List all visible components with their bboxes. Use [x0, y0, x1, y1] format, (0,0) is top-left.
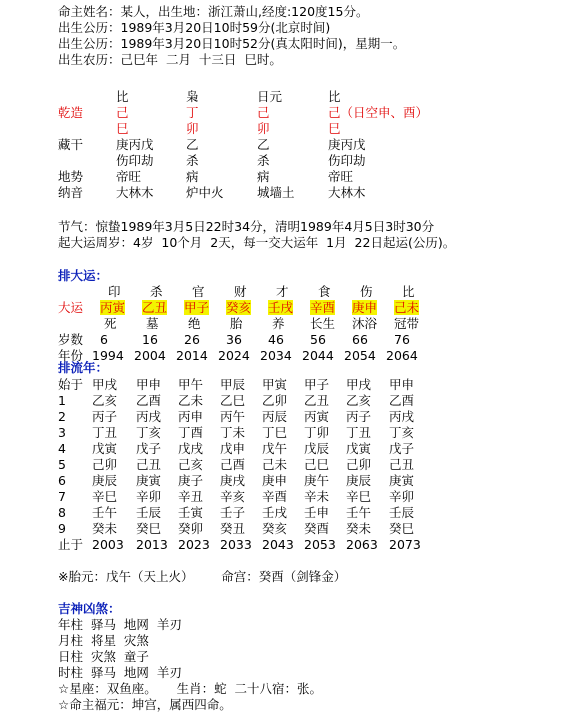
pillar-nayin-cell: 大林木 — [328, 185, 366, 200]
dayun-age: 36 — [226, 332, 242, 347]
dayun-year: 2034 — [260, 348, 292, 363]
liunian-cell: 己卯 — [346, 457, 372, 472]
pillar-row-label: 乾造 — [58, 105, 84, 120]
dayun-ganzhi: 甲子 — [184, 300, 210, 315]
header-line-beijing-time: 出生公历：1989年3月20日10时59分(北京时间) — [58, 20, 331, 35]
dayun-age: 26 — [184, 332, 200, 347]
fuyuan-line: ☆命主福元：坤宫，属西四命。 — [58, 697, 232, 712]
liunian-cell: 辛未 — [304, 489, 330, 504]
liunian-cell: 丙戌 — [136, 409, 162, 424]
pillar-canggan-cell: 庚丙戊 — [328, 137, 366, 152]
dayun-age: 56 — [310, 332, 326, 347]
liunian-cell: 乙酉 — [136, 393, 162, 408]
liunian-cell: 丁丑 — [92, 425, 118, 440]
dayun-year-label: 年份 — [58, 348, 84, 363]
liunian-cell: 壬午 — [346, 505, 372, 520]
dayun-state: 沐浴 — [352, 316, 378, 331]
liunian-cell: 戊戌 — [178, 441, 204, 456]
pillar-zhi-cell: 卯 — [186, 121, 199, 136]
dayun-ganzhi: 丙寅 — [100, 300, 126, 315]
qiyun-line: 起大运周岁：4岁 10个月 2天，每一交大运年 1月 22日起运(公历)。 — [58, 235, 456, 250]
liunian-cell: 甲寅 — [262, 377, 288, 392]
pillar-top-cell: 日元 — [257, 89, 283, 104]
liunian-cell: 壬辰 — [136, 505, 162, 520]
liunian-cell: 癸酉 — [304, 521, 330, 536]
liunian-cell: 甲戌 — [346, 377, 372, 392]
pillar-gan-cell: 己（日空申、酉） — [328, 105, 429, 120]
pillar-nayin-cell: 炉中火 — [186, 185, 224, 200]
liunian-cell: 乙卯 — [262, 393, 288, 408]
liunian-cell: 己酉 — [220, 457, 246, 472]
liunian-cell: 丙寅 — [304, 409, 330, 424]
liunian-cell: 乙酉 — [389, 393, 415, 408]
liunian-cell: 甲午 — [178, 377, 204, 392]
dayun-shishen: 官 — [192, 284, 205, 299]
pillar-zhi-cell: 巳 — [116, 121, 129, 136]
liunian-cell: 己巳 — [304, 457, 330, 472]
liunian-row-label: 6 — [58, 473, 66, 488]
liunian-cell: 己丑 — [389, 457, 415, 472]
liunian-cell: 2073 — [389, 537, 421, 552]
dayun-ganzhi: 己未 — [394, 300, 420, 315]
dayun-title: 排大运： — [58, 268, 109, 283]
liunian-cell: 2023 — [178, 537, 210, 552]
liunian-cell: 壬午 — [92, 505, 118, 520]
liunian-cell: 庚子 — [178, 473, 204, 488]
pillar-canggan-cell: 乙 — [186, 137, 199, 152]
pillar-dishi-cell: 帝旺 — [328, 169, 354, 184]
liunian-cell: 庚午 — [304, 473, 330, 488]
liunian-cell: 壬辰 — [389, 505, 415, 520]
dayun-label: 大运 — [58, 300, 84, 315]
liunian-cell: 癸未 — [346, 521, 372, 536]
liunian-cell: 乙巳 — [220, 393, 246, 408]
liunian-cell: 壬子 — [220, 505, 246, 520]
pillar-row-label: 藏干 — [58, 137, 84, 152]
dayun-year: 2044 — [302, 348, 334, 363]
dayun-ganzhi: 乙丑 — [142, 300, 168, 315]
pillar-zhi-cell: 卯 — [257, 121, 270, 136]
dayun-year: 2014 — [176, 348, 208, 363]
liunian-cell: 乙亥 — [346, 393, 372, 408]
liunian-cell: 己未 — [262, 457, 288, 472]
dayun-age: 76 — [394, 332, 410, 347]
liunian-cell: 甲子 — [304, 377, 330, 392]
liunian-cell: 癸卯 — [178, 521, 204, 536]
dayun-shishen: 伤 — [360, 284, 373, 299]
liunian-title: 排流年： — [58, 360, 109, 375]
liunian-cell: 辛亥 — [220, 489, 246, 504]
liunian-cell: 辛卯 — [389, 489, 415, 504]
dayun-year: 1994 — [92, 348, 124, 363]
dayun-year: 2064 — [386, 348, 418, 363]
liunian-cell: 丙子 — [92, 409, 118, 424]
pillar-gan-cell: 己 — [257, 105, 270, 120]
liunian-row-label: 5 — [58, 457, 66, 472]
liunian-cell: 甲戌 — [92, 377, 118, 392]
liunian-cell: 己亥 — [178, 457, 204, 472]
pillar-dishi-cell: 病 — [186, 169, 199, 184]
pillar-top-cell: 比 — [328, 89, 341, 104]
shensha-line: 时柱 驿马 地网 羊刃 — [58, 665, 182, 680]
pillar-zhi-cell: 巳 — [328, 121, 341, 136]
dayun-shishen: 才 — [276, 284, 289, 299]
liunian-cell: 庚寅 — [136, 473, 162, 488]
liunian-cell: 2043 — [262, 537, 294, 552]
dayun-age: 46 — [268, 332, 284, 347]
header-line-lunar: 出生农历：己巳年 二月 十三日 巳时。 — [58, 52, 282, 67]
liunian-cell: 壬戌 — [262, 505, 288, 520]
pillar-top-cell: 比 — [116, 89, 129, 104]
pillar-dishi-cell: 病 — [257, 169, 270, 184]
liunian-cell: 丁未 — [220, 425, 246, 440]
dayun-ganzhi: 壬戌 — [268, 300, 294, 315]
dayun-year: 2004 — [134, 348, 166, 363]
dayun-state: 冠带 — [394, 316, 420, 331]
dayun-age: 66 — [352, 332, 368, 347]
liunian-cell: 戊子 — [136, 441, 162, 456]
liunian-row-label: 3 — [58, 425, 66, 440]
pillar-row-label: 纳音 — [58, 185, 84, 200]
liunian-cell: 2013 — [136, 537, 168, 552]
shensha-line: 日柱 灾煞 童子 — [58, 649, 149, 664]
pillar-canggan-cell: 乙 — [257, 137, 270, 152]
liunian-cell: 戊寅 — [92, 441, 118, 456]
liunian-cell: 戊申 — [220, 441, 246, 456]
dayun-shishen: 比 — [402, 284, 415, 299]
liunian-cell: 戊午 — [262, 441, 288, 456]
liunian-cell: 甲申 — [136, 377, 162, 392]
liunian-row-label: 7 — [58, 489, 66, 504]
pillar-top-cell: 枭 — [186, 89, 199, 104]
liunian-cell: 丙子 — [346, 409, 372, 424]
liunian-cell: 己丑 — [136, 457, 162, 472]
liunian-row-label: 9 — [58, 521, 66, 536]
dayun-state: 死 — [104, 316, 117, 331]
liunian-cell: 甲申 — [389, 377, 415, 392]
pillar-canggan_shen-cell: 杀 — [186, 153, 199, 168]
dayun-state: 长生 — [310, 316, 336, 331]
dayun-ganzhi: 庚申 — [352, 300, 378, 315]
liunian-cell: 癸巳 — [136, 521, 162, 536]
dayun-ganzhi: 癸亥 — [226, 300, 252, 315]
pillar-gan-cell: 丁 — [186, 105, 199, 120]
pillar-nayin-cell: 城墙土 — [257, 185, 295, 200]
liunian-cell: 丁酉 — [178, 425, 204, 440]
liunian-cell: 丙戌 — [389, 409, 415, 424]
pillar-dishi-cell: 帝旺 — [116, 169, 142, 184]
liunian-row-label: 2 — [58, 409, 66, 424]
header-line-name: 命主姓名：某人，出生地：浙江萧山,经度:120度15分。 — [58, 4, 369, 19]
liunian-cell: 辛卯 — [136, 489, 162, 504]
liunian-cell: 壬申 — [304, 505, 330, 520]
liunian-cell: 辛巳 — [92, 489, 118, 504]
liunian-cell: 庚戌 — [220, 473, 246, 488]
pillar-nayin-cell: 大林木 — [116, 185, 154, 200]
liunian-cell: 辛丑 — [178, 489, 204, 504]
liunian-cell: 丁亥 — [389, 425, 415, 440]
liunian-cell: 癸丑 — [220, 521, 246, 536]
liunian-cell: 甲辰 — [220, 377, 246, 392]
liunian-cell: 庚辰 — [92, 473, 118, 488]
pillar-gan-cell: 己 — [116, 105, 129, 120]
pillar-row-label: 地势 — [58, 169, 84, 184]
liunian-cell: 2063 — [346, 537, 378, 552]
liunian-cell: 癸未 — [92, 521, 118, 536]
liunian-cell: 2053 — [304, 537, 336, 552]
dayun-state: 养 — [272, 316, 285, 331]
dayun-year: 2024 — [218, 348, 250, 363]
liunian-cell: 己卯 — [92, 457, 118, 472]
liunian-cell: 戊寅 — [346, 441, 372, 456]
dayun-shishen: 食 — [318, 284, 331, 299]
liunian-cell: 乙亥 — [92, 393, 118, 408]
liunian-row-label: 8 — [58, 505, 66, 520]
header-line-solar-time: 出生公历：1989年3月20日10时52分(真太阳时间)，星期一。 — [58, 36, 406, 51]
liunian-row-label: 4 — [58, 441, 66, 456]
shensha-title: 吉神凶煞： — [58, 601, 121, 616]
dayun-shishen: 财 — [234, 284, 247, 299]
liunian-cell: 2003 — [92, 537, 124, 552]
dayun-age-label: 岁数 — [58, 332, 84, 347]
jieqi-line: 节气：惊蛰1989年3月5日22时34分，清明1989年4月5日3时30分 — [58, 219, 435, 234]
liunian-cell: 乙未 — [178, 393, 204, 408]
liunian-cell: 丁巳 — [262, 425, 288, 440]
liunian-cell: 壬寅 — [178, 505, 204, 520]
taiyuan-line: ※胎元：戊午（天上火） 命宫：癸酉（剑锋金） — [58, 569, 347, 584]
liunian-cell: 乙丑 — [304, 393, 330, 408]
dayun-age: 6 — [100, 332, 108, 347]
liunian-cell: 2033 — [220, 537, 252, 552]
liunian-cell: 丙辰 — [262, 409, 288, 424]
liunian-row-label: 始于 — [58, 377, 84, 392]
dayun-age: 16 — [142, 332, 158, 347]
dayun-shishen: 杀 — [150, 284, 163, 299]
shensha-line: 年柱 驿马 地网 羊刃 — [58, 617, 182, 632]
liunian-cell: 庚寅 — [389, 473, 415, 488]
liunian-cell: 庚辰 — [346, 473, 372, 488]
xingzuo-line: ☆星座：双鱼座。 生肖：蛇 二十八宿：张。 — [58, 681, 323, 696]
liunian-cell: 辛酉 — [262, 489, 288, 504]
liunian-cell: 戊子 — [389, 441, 415, 456]
liunian-cell: 癸巳 — [389, 521, 415, 536]
dayun-state: 胎 — [230, 316, 243, 331]
liunian-cell: 丙申 — [178, 409, 204, 424]
liunian-cell: 丙午 — [220, 409, 246, 424]
liunian-row-label: 止于 — [58, 537, 84, 552]
pillar-canggan_shen-cell: 伤印劫 — [328, 153, 366, 168]
dayun-state: 墓 — [146, 316, 159, 331]
dayun-ganzhi: 辛酉 — [310, 300, 336, 315]
pillar-canggan_shen-cell: 杀 — [257, 153, 270, 168]
pillar-canggan_shen-cell: 伤印劫 — [116, 153, 154, 168]
liunian-cell: 丁卯 — [304, 425, 330, 440]
pillar-canggan-cell: 庚丙戊 — [116, 137, 154, 152]
dayun-year: 2054 — [344, 348, 376, 363]
liunian-cell: 丁丑 — [346, 425, 372, 440]
liunian-cell: 癸亥 — [262, 521, 288, 536]
dayun-state: 绝 — [188, 316, 201, 331]
liunian-cell: 戊辰 — [304, 441, 330, 456]
dayun-shishen: 印 — [108, 284, 121, 299]
liunian-cell: 辛巳 — [346, 489, 372, 504]
shensha-line: 月柱 将星 灾煞 — [58, 633, 149, 648]
liunian-cell: 丁亥 — [136, 425, 162, 440]
liunian-cell: 庚申 — [262, 473, 288, 488]
liunian-row-label: 1 — [58, 393, 66, 408]
